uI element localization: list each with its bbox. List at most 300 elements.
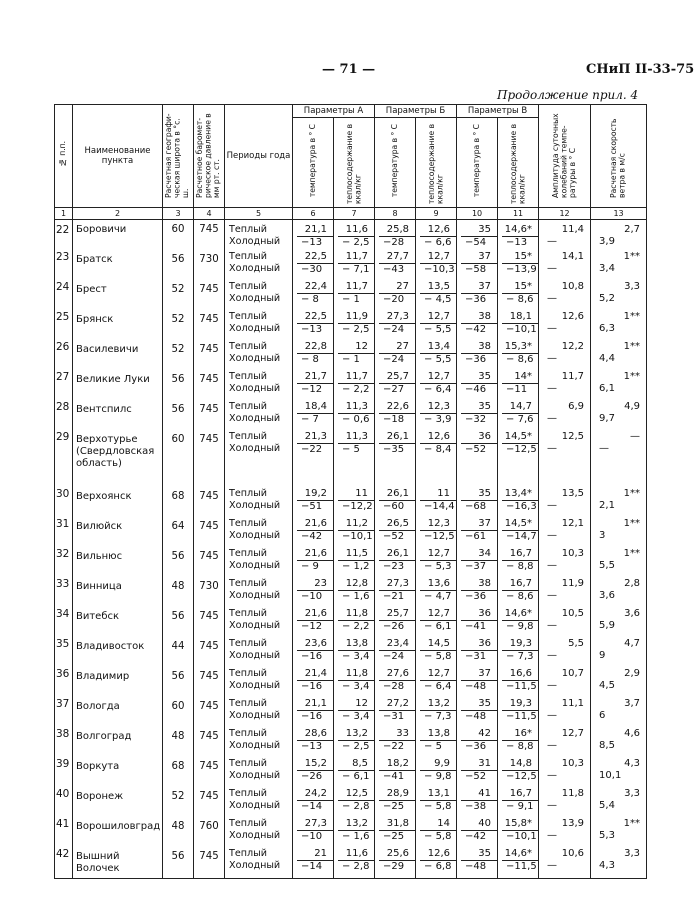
temp-b: 22,6 −18: [375, 401, 416, 431]
period-warm: Теплый: [229, 401, 267, 412]
heat-b: 13,4 − 5,5: [416, 341, 457, 371]
pressure: 745: [194, 220, 225, 252]
city-name: Ворошиловград: [73, 818, 163, 848]
latitude: 56: [163, 371, 194, 401]
row-number: 42: [55, 848, 73, 879]
latitude: 52: [163, 788, 194, 818]
row-number: 30: [55, 488, 73, 518]
heat-a: 11,7 − 7,1: [334, 251, 375, 281]
pressure: 745: [194, 788, 225, 818]
period-cold: Холодный: [229, 829, 281, 841]
city-name: Владимир: [73, 668, 163, 698]
pressure: 745: [194, 698, 225, 728]
latitude: 52: [163, 311, 194, 341]
temp-v: 37 −36: [457, 281, 498, 311]
table-row: [55, 788, 647, 818]
wind-speed: 1** 5,5: [591, 548, 647, 578]
pressure: 745: [194, 548, 225, 578]
row-number: 26: [55, 341, 73, 371]
table-row: [55, 818, 647, 848]
city-name: Великие Луки: [73, 371, 163, 401]
row-number: 35: [55, 638, 73, 668]
heat-a: 11,6 − 2,8: [334, 848, 375, 879]
pressure: 730: [194, 251, 225, 281]
header-heat-v: теплосодержание в ккал/кг: [498, 118, 539, 208]
heat-b: 12,6 − 6,6: [416, 220, 457, 252]
heat-a: 11,3 − 0,6: [334, 401, 375, 431]
heat-a: 12,5 − 2,8: [334, 788, 375, 818]
period-cold: Холодный: [229, 499, 281, 511]
amplitude: 6,9 —: [539, 401, 591, 431]
heat-v: 15,3* − 8,6: [498, 341, 539, 371]
heat-a: 11,9 − 2,5: [334, 311, 375, 341]
period-cold: Холодный: [229, 262, 281, 274]
city-name: Витебск: [73, 608, 163, 638]
row-number: 22: [55, 220, 73, 252]
header-periods: Периоды года: [225, 105, 293, 208]
temp-a: 22,5 −30: [293, 251, 334, 281]
city-name: Волгоград: [73, 728, 163, 758]
temp-a: 21,4 −16: [293, 668, 334, 698]
latitude: 52: [163, 341, 194, 371]
period-warm: Теплый: [229, 668, 267, 679]
latitude: 60: [163, 431, 194, 488]
temp-b: 27,7 −43: [375, 251, 416, 281]
row-number: 36: [55, 668, 73, 698]
table-row: [55, 608, 647, 638]
temp-v: 35 −54: [457, 220, 498, 252]
periods: [225, 281, 293, 311]
heat-v: 14,6* − 9,8: [498, 608, 539, 638]
periods: [225, 431, 293, 488]
pressure: 745: [194, 638, 225, 668]
latitude: 60: [163, 698, 194, 728]
row-number: 37: [55, 698, 73, 728]
heat-b: 12,7 − 5,5: [416, 311, 457, 341]
heat-v: 16* − 8,8: [498, 728, 539, 758]
period-warm: Теплый: [229, 788, 267, 799]
temp-a: 19,2 −51: [293, 488, 334, 518]
amplitude: 12,7 —: [539, 728, 591, 758]
heat-b: 12,3 −12,5: [416, 518, 457, 548]
period-cold: Холодный: [229, 589, 281, 601]
period-cold: Холодный: [229, 322, 281, 334]
city-name: Владивосток: [73, 638, 163, 668]
city-name: Василевичи: [73, 341, 163, 371]
temp-b: 26,5 −52: [375, 518, 416, 548]
periods: [225, 220, 293, 252]
amplitude: 11,7 —: [539, 371, 591, 401]
temp-v: 38 −36: [457, 341, 498, 371]
temp-v: 35 −68: [457, 488, 498, 518]
heat-a: 12 − 1: [334, 341, 375, 371]
wind-speed: 3,3 5,2: [591, 281, 647, 311]
wind-speed: 1** 4,4: [591, 341, 647, 371]
wind-speed: 1** 3: [591, 518, 647, 548]
heat-v: 14,8 −12,5: [498, 758, 539, 788]
wind-speed: — —: [591, 431, 647, 488]
heat-v: 15* −13,9: [498, 251, 539, 281]
pressure: 745: [194, 728, 225, 758]
table-row: [55, 341, 647, 371]
periods: [225, 758, 293, 788]
row-number: 31: [55, 518, 73, 548]
city-name: Вильнюс: [73, 548, 163, 578]
wind-speed: 4,6 8,5: [591, 728, 647, 758]
temp-v: 40 −42: [457, 818, 498, 848]
wind-speed: 2,8 3,6: [591, 578, 647, 608]
heat-a: 11,6 − 2,5: [334, 220, 375, 252]
periods: [225, 371, 293, 401]
period-cold: Холодный: [229, 529, 281, 541]
row-number: 39: [55, 758, 73, 788]
period-cold: Холодный: [229, 799, 281, 811]
latitude: 56: [163, 401, 194, 431]
amplitude: 11,8 —: [539, 788, 591, 818]
temp-v: 36 −31: [457, 638, 498, 668]
amplitude: 11,1 —: [539, 698, 591, 728]
pressure: 745: [194, 371, 225, 401]
heat-v: 19,3 − 7,3: [498, 638, 539, 668]
row-number: 34: [55, 608, 73, 638]
amplitude: 5,5 —: [539, 638, 591, 668]
pressure: 745: [194, 668, 225, 698]
amplitude: 10,3 —: [539, 758, 591, 788]
periods: [225, 488, 293, 518]
period-warm: Теплый: [229, 281, 267, 292]
heat-b: 11 −14,4: [416, 488, 457, 518]
period-cold: Холодный: [229, 235, 281, 247]
temp-b: 27,2 −31: [375, 698, 416, 728]
column-number-row: 1 2 3 4 5 6 7 8 9 10 11 12 13: [55, 208, 647, 220]
temp-v: 31 −52: [457, 758, 498, 788]
latitude: 44: [163, 638, 194, 668]
period-warm: Теплый: [229, 311, 267, 322]
temp-b: 27,3 −21: [375, 578, 416, 608]
temp-v: 35 −48: [457, 698, 498, 728]
heat-a: 11,2 −10,1: [334, 518, 375, 548]
period-warm: Теплый: [229, 818, 267, 829]
table-row: [55, 281, 647, 311]
temp-v: 35 −48: [457, 848, 498, 879]
temp-b: 23,4 −24: [375, 638, 416, 668]
table-row: [55, 518, 647, 548]
period-warm: Теплый: [229, 758, 267, 769]
period-cold: Холодный: [229, 739, 281, 751]
temp-a: 23,6 −16: [293, 638, 334, 668]
heat-b: 13,1 − 5,8: [416, 788, 457, 818]
pressure: 745: [194, 848, 225, 879]
temp-b: 27 −20: [375, 281, 416, 311]
city-name: Брест: [73, 281, 163, 311]
temp-a: 21,1 −13: [293, 220, 334, 252]
heat-b: 13,2 − 7,3: [416, 698, 457, 728]
wind-speed: 1** 3,4: [591, 251, 647, 281]
wind-speed: 3,6 5,9: [591, 608, 647, 638]
temp-b: 25,7 −27: [375, 371, 416, 401]
temp-v: 41 −38: [457, 788, 498, 818]
temp-v: 36 −52: [457, 431, 498, 488]
table-row: [55, 488, 647, 518]
city-name: Верхотурье (Свердловская область): [73, 431, 163, 488]
row-number: 24: [55, 281, 73, 311]
pressure: 730: [194, 578, 225, 608]
header-group-a: Параметры А: [293, 105, 375, 118]
period-warm: Теплый: [229, 548, 267, 559]
temp-a: 21,3 −22: [293, 431, 334, 488]
heat-v: 15* − 8,6: [498, 281, 539, 311]
heat-a: 13,2 − 1,6: [334, 818, 375, 848]
temp-v: 36 −41: [457, 608, 498, 638]
temp-b: 33 −22: [375, 728, 416, 758]
temp-v: 38 −36: [457, 578, 498, 608]
temp-b: 26,1 −35: [375, 431, 416, 488]
wind-speed: 4,9 9,7: [591, 401, 647, 431]
table-body: [55, 220, 647, 879]
city-name: Вентспилс: [73, 401, 163, 431]
temp-b: 27,3 −24: [375, 311, 416, 341]
heat-b: 13,6 − 4,7: [416, 578, 457, 608]
heat-v: 14,7 − 7,6: [498, 401, 539, 431]
latitude: 56: [163, 668, 194, 698]
temp-v: 34 −37: [457, 548, 498, 578]
wind-speed: 1** 2,1: [591, 488, 647, 518]
periods: [225, 818, 293, 848]
header-group-v: Параметры В: [457, 105, 539, 118]
heat-v: 19,3 −11,5: [498, 698, 539, 728]
heat-a: 11,8 − 3,4: [334, 668, 375, 698]
heat-v: 15,8* −10,1: [498, 818, 539, 848]
wind-speed: 1** 6,3: [591, 311, 647, 341]
city-name: Воркута: [73, 758, 163, 788]
table-row: [55, 758, 647, 788]
header-temp-a: температура в ° С: [293, 118, 334, 208]
temp-b: 27,6 −28: [375, 668, 416, 698]
table-row: [55, 311, 647, 341]
heat-b: 12,3 − 3,9: [416, 401, 457, 431]
city-name: Братск: [73, 251, 163, 281]
row-number: 40: [55, 788, 73, 818]
pressure: 745: [194, 401, 225, 431]
periods: [225, 401, 293, 431]
pressure: 745: [194, 311, 225, 341]
row-number: 23: [55, 251, 73, 281]
table-row: [55, 638, 647, 668]
header-heat-a: теплосодержание в ккал/кг: [334, 118, 375, 208]
amplitude: 12,2 —: [539, 341, 591, 371]
period-cold: Холодный: [229, 649, 281, 661]
latitude: 68: [163, 488, 194, 518]
heat-a: 12,8 − 1,6: [334, 578, 375, 608]
latitude: 48: [163, 728, 194, 758]
heat-v: 16,7 − 9,1: [498, 788, 539, 818]
heat-v: 14* −11: [498, 371, 539, 401]
periods: [225, 788, 293, 818]
row-number: 33: [55, 578, 73, 608]
heat-a: 13,2 − 2,5: [334, 728, 375, 758]
city-name: Вилюйск: [73, 518, 163, 548]
temp-v: 37 −61: [457, 518, 498, 548]
wind-speed: 4,3 10,1: [591, 758, 647, 788]
period-warm: Теплый: [229, 848, 267, 859]
heat-v: 14,6* −13: [498, 220, 539, 252]
temp-b: 25,7 −26: [375, 608, 416, 638]
periods: [225, 578, 293, 608]
heat-a: 11 −12,2: [334, 488, 375, 518]
pressure: 745: [194, 518, 225, 548]
row-number: 32: [55, 548, 73, 578]
periods: [225, 698, 293, 728]
amplitude: 12,5 —: [539, 431, 591, 488]
city-name: Вологда: [73, 698, 163, 728]
heat-v: 16,7 − 8,6: [498, 578, 539, 608]
period-warm: Теплый: [229, 371, 267, 382]
temp-a: 18,4 − 7: [293, 401, 334, 431]
wind-speed: 3,3 5,4: [591, 788, 647, 818]
heat-a: 11,7 − 1: [334, 281, 375, 311]
latitude: 48: [163, 578, 194, 608]
period-warm: Теплый: [229, 638, 267, 649]
amplitude: 13,5 —: [539, 488, 591, 518]
temp-a: 22,8 − 8: [293, 341, 334, 371]
header-name: Наименование пункта: [73, 105, 163, 208]
period-cold: Холодный: [229, 619, 281, 631]
latitude: 64: [163, 518, 194, 548]
temp-a: 28,6 −13: [293, 728, 334, 758]
heat-v: 16,7 − 8,8: [498, 548, 539, 578]
temp-a: 21 −14: [293, 848, 334, 879]
temp-a: 22,5 −13: [293, 311, 334, 341]
header-temp-b: температура в ° С: [375, 118, 416, 208]
amplitude: 10,7 —: [539, 668, 591, 698]
latitude: 52: [163, 281, 194, 311]
heat-a: 11,3 − 5: [334, 431, 375, 488]
periods: [225, 638, 293, 668]
amplitude: 14,1 —: [539, 251, 591, 281]
table-row: [55, 220, 647, 252]
periods: [225, 311, 293, 341]
header-wind: Расчетная скорость ветра в м/с: [591, 105, 647, 208]
table-row: [55, 431, 647, 488]
row-number: 38: [55, 728, 73, 758]
temp-v: 42 −36: [457, 728, 498, 758]
heat-v: 14,5* −12,5: [498, 431, 539, 488]
pressure: 745: [194, 758, 225, 788]
periods: [225, 341, 293, 371]
temp-b: 26,1 −60: [375, 488, 416, 518]
header-group-b: Параметры Б: [375, 105, 457, 118]
latitude: 68: [163, 758, 194, 788]
table-row: [55, 251, 647, 281]
heat-b: 9,9 − 9,8: [416, 758, 457, 788]
temp-a: 21,6 −12: [293, 608, 334, 638]
latitude: 56: [163, 848, 194, 879]
temp-v: 37 −48: [457, 668, 498, 698]
heat-b: 13,5 − 4,5: [416, 281, 457, 311]
pressure: 745: [194, 281, 225, 311]
temp-b: 27 −24: [375, 341, 416, 371]
temp-a: 21,6 − 9: [293, 548, 334, 578]
amplitude: 12,1 —: [539, 518, 591, 548]
heat-v: 13,4* −16,3: [498, 488, 539, 518]
period-warm: Теплый: [229, 698, 267, 709]
temp-b: 28,9 −25: [375, 788, 416, 818]
city-name: Вышний Волочек: [73, 848, 163, 879]
temp-a: 21,6 −42: [293, 518, 334, 548]
wind-speed: 3,7 6: [591, 698, 647, 728]
pressure: 745: [194, 431, 225, 488]
heat-b: 14 − 5,8: [416, 818, 457, 848]
heat-a: 13,8 − 3,4: [334, 638, 375, 668]
period-cold: Холодный: [229, 769, 281, 781]
header-heat-b: теплосодержание в ккал/кг: [416, 118, 457, 208]
heat-b: 12,7 − 5,3: [416, 548, 457, 578]
period-cold: Холодный: [229, 679, 281, 691]
wind-speed: 2,7 3,9: [591, 220, 647, 252]
row-number: 25: [55, 311, 73, 341]
heat-v: 14,6* −11,5: [498, 848, 539, 879]
latitude: 56: [163, 548, 194, 578]
document-code: СНиП II-33-75: [586, 62, 695, 77]
latitude: 48: [163, 818, 194, 848]
heat-a: 11,7 − 2,2: [334, 371, 375, 401]
wind-speed: 2,9 4,5: [591, 668, 647, 698]
header-pressure: Расчетное баромет- рическое давление в мм рт. ст.: [194, 105, 225, 208]
row-number: 41: [55, 818, 73, 848]
heat-b: 12,6 − 6,8: [416, 848, 457, 879]
amplitude: 11,4 —: [539, 220, 591, 252]
amplitude: 10,5 —: [539, 608, 591, 638]
heat-b: 12,7 −10,3: [416, 251, 457, 281]
period-warm: Теплый: [229, 251, 267, 262]
temp-b: 25,6 −29: [375, 848, 416, 879]
periods: [225, 518, 293, 548]
period-cold: Холодный: [229, 292, 281, 304]
wind-speed: 4,7 9: [591, 638, 647, 668]
period-cold: Холодный: [229, 859, 281, 871]
latitude: 60: [163, 220, 194, 252]
heat-a: 11,5 − 1,2: [334, 548, 375, 578]
periods: [225, 548, 293, 578]
latitude: 56: [163, 608, 194, 638]
heat-a: 11,8 − 2,2: [334, 608, 375, 638]
period-warm: Теплый: [229, 431, 267, 442]
period-cold: Холодный: [229, 559, 281, 571]
period-warm: Теплый: [229, 488, 267, 499]
table-row: [55, 548, 647, 578]
amplitude: 13,9 —: [539, 818, 591, 848]
table-row: [55, 578, 647, 608]
amplitude: 10,8 —: [539, 281, 591, 311]
periods: [225, 848, 293, 879]
period-cold: Холодный: [229, 352, 281, 364]
temp-a: 21,7 −12: [293, 371, 334, 401]
page-number: — 71 —: [322, 62, 376, 77]
temp-a: 27,3 −10: [293, 818, 334, 848]
temp-a: 22,4 − 8: [293, 281, 334, 311]
latitude: 56: [163, 251, 194, 281]
heat-v: 18,1 −10,1: [498, 311, 539, 341]
pressure: 745: [194, 341, 225, 371]
amplitude: 10,6 —: [539, 848, 591, 879]
period-cold: Холодный: [229, 382, 281, 394]
city-name: Верхоянск: [73, 488, 163, 518]
heat-b: 13,8 − 5: [416, 728, 457, 758]
period-warm: Теплый: [229, 518, 267, 529]
climate-table: [54, 104, 646, 879]
temp-v: 35 −32: [457, 401, 498, 431]
table-row: [55, 848, 647, 879]
